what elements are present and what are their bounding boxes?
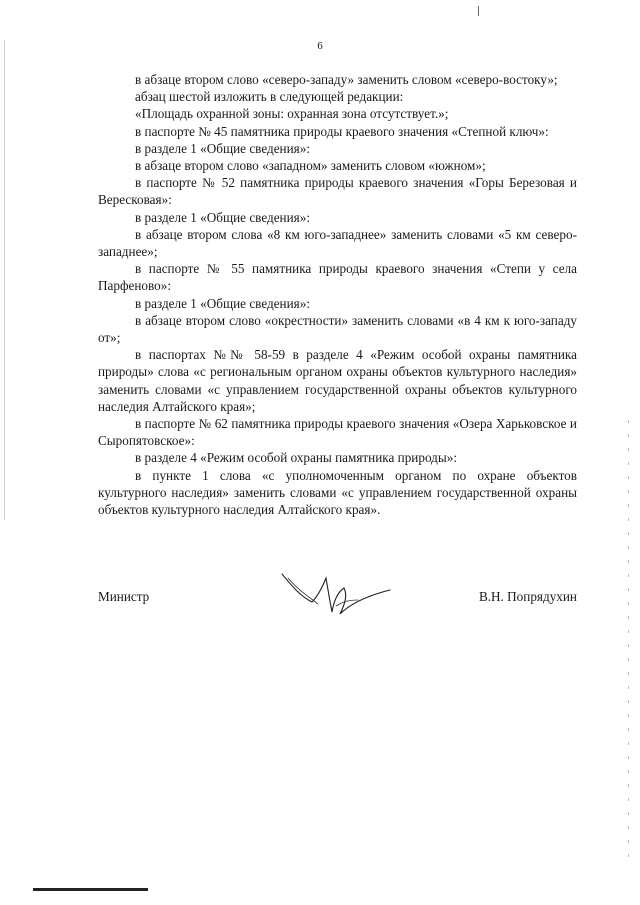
paragraph: в пункте 1 слова «с уполномоченным органом по охране объектов культурного наследия» заменить словами «с управлением государственной охраны объектов культурного наследия Алтайского края». — [98, 467, 577, 518]
document-body — [98, 71, 577, 518]
paragraph: в разделе 1 «Общие сведения»: — [135, 295, 310, 311]
paragraph: в абзаце втором слово «окрестности» заменить словами «в 4 км к юго-западу от»; — [98, 312, 577, 346]
scan-edge-bottom — [33, 888, 148, 891]
signatory-name: В.Н. Попрядухин — [478, 589, 577, 604]
page-number: 6 — [317, 40, 323, 52]
paragraph: в абзаце втором слово «западном» заменить словом «южном»; — [135, 158, 486, 174]
paragraph: в паспорте № 62 памятника природы краевого значения «Озера Харьковское и Сыропятовское»: — [98, 416, 577, 449]
paragraph: в паспортах №№ 58-59 в разделе 4 «Режим особой охраны памятника природы» слова «с региональным органом охраны объектов культурного наследия» заменить словами «с управлением государственной охраны объектов культурного наследия Алтайского края»; — [98, 347, 577, 414]
signature-block — [98, 589, 577, 609]
scan-edge-left — [4, 40, 5, 520]
paragraph: в разделе 4 «Режим особой охраны памятника природы»: — [135, 450, 457, 466]
paragraph: в разделе 1 «Общие сведения»: — [135, 209, 310, 225]
paragraph: в паспорте № 52 памятника природы краевого значения «Горы Березовая и Вересковая»: — [98, 175, 577, 208]
paragraph: «Площадь охранной зоны: охранная зона отсутствует.»; — [135, 106, 449, 122]
paragraph: абзац шестой изложить в следующей редакции: — [135, 89, 404, 105]
scan-edge-right — [628, 420, 629, 860]
paragraph: в разделе 1 «Общие сведения»: — [135, 140, 310, 156]
signatory-title: Министр — [98, 589, 150, 604]
paragraph: в паспорте № 55 памятника природы краевого значения «Степи у села Парфеново»: — [98, 261, 577, 294]
scan-mark-top — [478, 6, 479, 16]
paragraph: в абзаце втором слова «8 км юго-западнее» заменить словами «5 км северо-западнее»; — [98, 226, 577, 260]
paragraph: в абзаце втором слово «северо-западу» заменить словом «северо-востоку»; — [135, 72, 558, 87]
paragraph: в паспорте № 45 памятника природы краевого значения «Степной ключ»: — [135, 123, 549, 139]
